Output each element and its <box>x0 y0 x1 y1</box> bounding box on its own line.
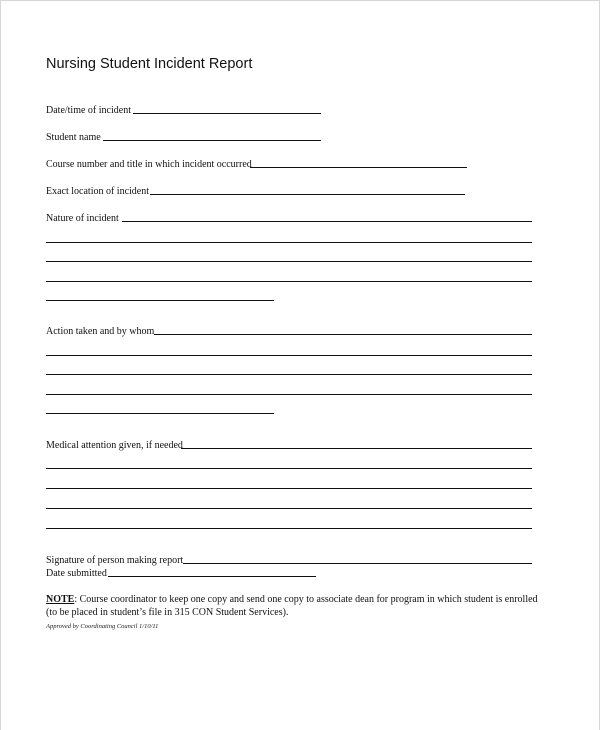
nature-line-2[interactable] <box>46 242 532 243</box>
action-line-3[interactable] <box>46 374 532 375</box>
nature-label: Nature of incident <box>46 213 119 224</box>
action-line-2[interactable] <box>46 355 532 356</box>
action-line-4[interactable] <box>46 394 532 395</box>
date-submitted-field[interactable] <box>108 576 316 577</box>
nature-line-5[interactable] <box>46 300 274 301</box>
datetime-field[interactable] <box>133 113 321 114</box>
course-field[interactable] <box>250 167 467 168</box>
medical-line-5[interactable] <box>46 528 532 529</box>
student-name-field[interactable] <box>103 140 321 141</box>
student-name-label: Student name <box>46 132 101 143</box>
datetime-label: Date/time of incident <box>46 105 131 116</box>
action-field[interactable] <box>154 334 532 335</box>
location-label: Exact location of incident <box>46 186 150 197</box>
page-title: Nursing Student Incident Report <box>46 56 253 72</box>
note-text-1: : Course coordinator to keep one copy and send one copy to associate dean for program in which student is enrolled <box>74 594 538 605</box>
medical-line-2[interactable] <box>46 468 532 469</box>
medical-label: Medical attention given, if needed <box>46 440 183 451</box>
page-border-left <box>0 0 1 730</box>
note-line-2: (to be placed in student’s file in 315 CON Student Services). <box>46 607 289 618</box>
nature-field[interactable] <box>122 221 532 222</box>
action-label: Action taken and by whom <box>46 326 155 337</box>
medical-line-4[interactable] <box>46 508 532 509</box>
note-line-1 <box>46 594 538 606</box>
page-border-top <box>0 0 600 1</box>
location-field[interactable] <box>150 194 465 195</box>
note-label: NOTE <box>46 594 75 605</box>
approved-by-text: Approved by Coordinating Council 1/10/11 <box>46 623 159 630</box>
action-line-5[interactable] <box>46 413 274 414</box>
signature-field[interactable] <box>183 563 532 564</box>
course-label: Course number and title in which incident occurred <box>46 159 252 170</box>
date-submitted-label: Date submitted <box>46 568 107 579</box>
nature-line-4[interactable] <box>46 281 532 282</box>
medical-line-3[interactable] <box>46 488 532 489</box>
nature-line-3[interactable] <box>46 261 532 262</box>
medical-field[interactable] <box>181 448 532 449</box>
signature-label: Signature of person making report <box>46 555 184 566</box>
